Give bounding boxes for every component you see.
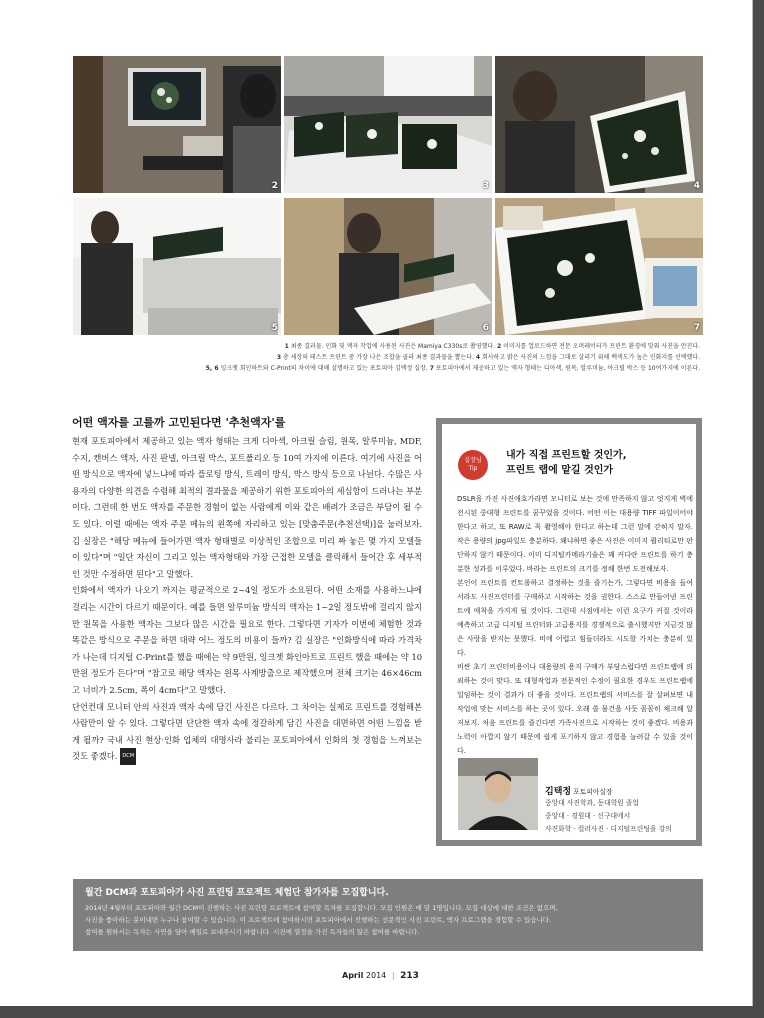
- tip-paragraph: DSLR을 가진 사진애호가라면 모니터로 보는 것에 만족하지 않고 엇지게 벽에 전시된 중대형 프린트를 꿈꾸었을 것이다. 어떤 이는 대용량 TIFF 파일이어야 한다고 하고, 또 RAW로 꼭 촬영해야 한다고 하는데 그런 말에 갇혀지 말자. 작은 용량의 jpg파일도 충분하다. 왜냐하면 좋은 사진은 이미지 퀄리티로만 판단하지 않기 때문이다. 이미 디지털카메라기술은 꽤 커다란 프린트를 하기 충분한 성과를 이루었다. 바라는 프린트의 크기를 정해 한번 도전해보자.: [457, 495, 693, 573]
- author-bio-line: 사진화학 · 컬러사진 · 디지털프린팅을 강의: [545, 825, 672, 833]
- photo-number: 6: [482, 323, 489, 333]
- caption-text: 이미지를 업로드하면 전문 오퍼레이터가 프린트 환경에 맞춰 사진을 만진다.: [503, 343, 700, 350]
- photo-number: 4: [693, 181, 700, 191]
- end-mark: DCM: [120, 748, 136, 765]
- tip-badge-line: 실장님: [464, 457, 482, 464]
- footer-separator: |: [391, 971, 395, 980]
- photo-scene-workstation: [73, 56, 281, 193]
- footer-year: 2014: [365, 971, 387, 980]
- page-number: 213: [400, 971, 419, 981]
- article-body: [72, 433, 422, 765]
- author-info: [545, 784, 695, 836]
- page-footer: [342, 971, 419, 981]
- caption-text: 잉크젯 회인하트와 C-Print의 차이에 대해 설명하고 있는 포토피아 김택정 실장.: [220, 365, 428, 372]
- tip-paragraph: 비싼 초기 프린터비용이나 대용량의 용지 구매가 부담스럽다면 프린트랩에 의뢰하는 것이 맞다. 또 대형작업과 전문적인 수정이 필요한 경우도 프린트랩에 일임하는 것이 결과가 더 좋을 것이다. 프린트랩의 서비스를 잘 살펴보면 내 작업에 맞는 서비스를 하는 곳이 있다. 오래 쓸 물건을 사듯 꼼꼼히 체크해 알저보지. 처음 프린트를 즐긴다면 가족사진으로 시작하는 것이 좋겠다. 비용과 노력이 아깝지 않기 때문에 쉽게 포기하지 않고 경험을 늘려갈 수 있을 것이다.: [457, 663, 693, 755]
- article-title: 어떤 액자를 고를까 고민된다면 '추천액자'를: [72, 416, 286, 429]
- caption-num: 1: [284, 343, 289, 350]
- recruitment-notice: [73, 879, 703, 951]
- photo-7: [495, 198, 703, 335]
- article-paragraph: 현재 포토피아에서 제공하고 있는 액자 형태는 크게 디아섹, 아크릴 슬림, 원목, 알루미늄, MDF, 수지, 캔버스 액자, 사진 판넬, 아크릴 박스, 포트폴리오 등 10여 가지에 이른다. 여기에 사진을 어떤 방식으로 액자에 넣느냐에 따라 플로팅 방식, 트레이 방식, 박스 방식 등으로 나뉜다. 수많은 사용자의 다양한 의견을 수렴해 최적의 결과물을 제공하기 위한 포토피아의 세심함이 드러나는 부분이다. 그런데 한 번도 액자를 주문한 경험이 없는 사람에게 이와 같은 배려가 조금은 부담이 될 수도 있다. 이럴 때에는 액자 주문 메뉴의 왼쪽에 자리하고 있는 [맞춤주문(추천선택)]을 눌러보자. 김 실장은 "해당 메뉴에 들어가면 액자 형태별로 이상적인 조합으로 미리 짜 놓은 몇 가지 모델들이 있다"며 "일단 자신이 그리고 있는 액자형태와 가장 근접한 모델을 클릭해서 들어간 후 세부적인 것만 수정하면 된다"고 말했다.: [72, 436, 422, 579]
- caption-text: 포토피아에서 제공하고 있는 액자 형태는 디아섹, 원목, 알루미늄, 아크릴 박스 등 10여가지에 이른다.: [435, 365, 700, 372]
- author-name: 김택정: [545, 787, 572, 797]
- photo-captions: [60, 341, 700, 374]
- tip-heading-line: 내가 직접 프린트할 것인가,: [506, 450, 627, 461]
- photo-number: 3: [482, 181, 489, 191]
- photo-scene-holding-print: [495, 56, 703, 193]
- article-paragraph: 인화에서 액자가 나오기 까지는 평균적으로 2~4일 정도가 소요된다. 어떤 소재를 사용하느냐에 걸리는 시간이 다르기 때문이다. 예를 들면 알루미늄 방식의 액자는 1~2일 정도밖에 걸리지 않지만 원목을 사용한 액자는 그보다 많은 시간을 필요로 한다. 그렇다면 기자가 이번에 체험한 것과 똑같은 방식으로 주문을 하면 대략 어느 정도의 비용이 들까? 김 실장은 "인화방식에 따라 가격차가 나는데 디지털 C-Print를 했을 때에는 약 9만원, 잉크젯 화인아트로 프린트 했을 때에는 약 10만원 정도가 든다"며 "참고로 해당 액자는 원목 사계방출으로 제작했으며 전체 크기는 46×46cm고 너비가 2.5cm, 폭이 4cm다"고 말했다.: [72, 585, 422, 695]
- notice-line: 사진을 좋아하는 분이내면 누구나 참여할 수 있습니다. 이 프로젝트에 참여하시면 포토피아에서 진행하는 선문적인 사진 프린트, 액자 프로그램을 경험할 수 있습니다.: [85, 916, 552, 924]
- caption-line: [60, 341, 700, 352]
- photo-number: 2: [271, 181, 278, 191]
- tip-box: [436, 418, 702, 846]
- photo-3: [284, 56, 492, 193]
- photo-5: [73, 198, 281, 335]
- photo-number: 7: [693, 323, 700, 333]
- caption-text: 회사하고 밝은 사진의 느낌을 그대로 살리기 위해 백색도가 높은 인화지를 선택했다.: [481, 354, 700, 361]
- photo-1-2: [73, 56, 281, 193]
- notice-title: 월간 DCM과 포토피아가 사진 프린팅 프로젝트 체험단 참가자를 모집합니다.: [85, 888, 389, 898]
- article-paragraph-text: 단언컨대 모니터 안의 사진과 액자 속에 담긴 사진은 다르다. 그 차이는 실제로 프린트를 경험해본 사람만이 알 수 있다. 그렇다면 단단한 액자 속에 정갈하게 담긴 사진을 대면하면 어떤 느낌을 받게 될까? 국내 사진 현상·인화 업체의 대명사라 불리는 포토피아에서 인화의 첫 경험을 느껴보는 것도 좋겠다.: [72, 701, 422, 762]
- tip-paragraph: 본인이 프린트를 컨트롤하고 결정하는 것을 즐기는가, 그렇다면 비용을 들여서라도 사진프린터를 구매하고 시작하는 것을 권한다. 스스로 만들어낸 프린트에 애착을 가지게 될 것이다. 그런데 시점에서는 이런 요구가 커질 것이라 예측하고 고급 디지털 프린터와 고급용지를 경쟁적으로 출시했지만 지금것 많은 사랑을 받지는 못했다. 비에 어렵고 힘들더라도 시도할 가치는 충분히 있다.: [457, 579, 693, 657]
- author-photo: [458, 758, 538, 830]
- caption-line: [60, 352, 700, 363]
- author-role: 포토피아실장: [573, 788, 613, 796]
- caption-text: 총 세장의 테스트 프린트 중 가장 나은 조합을 골라 최종 결과물을 뽑는다.: [282, 354, 474, 361]
- photo-4: [495, 56, 703, 193]
- photo-scene-cutting-print: [284, 198, 492, 335]
- tip-heading: [506, 448, 627, 478]
- tip-body: [457, 492, 693, 758]
- photo-scene-man-at-printer: [73, 198, 281, 335]
- footer-month: April: [342, 971, 364, 980]
- caption-num: 3: [276, 354, 282, 361]
- photo-6: [284, 198, 492, 335]
- article-paragraph: [72, 699, 422, 766]
- caption-text: 최종 결과물. 인화 및 액자 작업에 사용된 사진은 Mamiya C330s로 촬영했다.: [290, 343, 496, 350]
- author-bio-line: 중앙대 사진학과, 동대학원 졸업: [545, 799, 639, 807]
- caption-num: 5, 6: [205, 365, 219, 372]
- tip-badge-line: Tip: [468, 465, 478, 472]
- author-portrait: [458, 758, 538, 830]
- notice-line: 2014년 4월부터 포토피아와 월간 DCM이 진행하는 사진 프린팅 프로젝트에 참여할 독자를 모집합니다. 모집 인원은 매 달 1명입니다. 모집 대상에 대한 조건은 없으며,: [85, 904, 558, 912]
- tip-heading-line: 프린트 랩에 맡길 것인가: [506, 465, 614, 476]
- photo-scene-printer-output: [284, 56, 492, 193]
- caption-num: 7: [429, 365, 434, 372]
- photo-number: 5: [271, 323, 278, 333]
- caption-line: [60, 363, 700, 374]
- author-bio-line: 중앙대 · 경원대 · 신구대에서: [545, 812, 631, 820]
- photo-scene-framed-print: [495, 198, 703, 335]
- caption-num: 4: [475, 354, 481, 361]
- caption-num: 2: [497, 343, 502, 350]
- notice-line: 참여를 원하시는 독자는 사연을 담아 메일로 보내주시기 바랍니다. 시진에 열정을 가진 독자들의 많은 참여를 바랍니다.: [85, 928, 420, 936]
- tip-badge: [458, 450, 488, 480]
- author-name-line: [545, 784, 695, 797]
